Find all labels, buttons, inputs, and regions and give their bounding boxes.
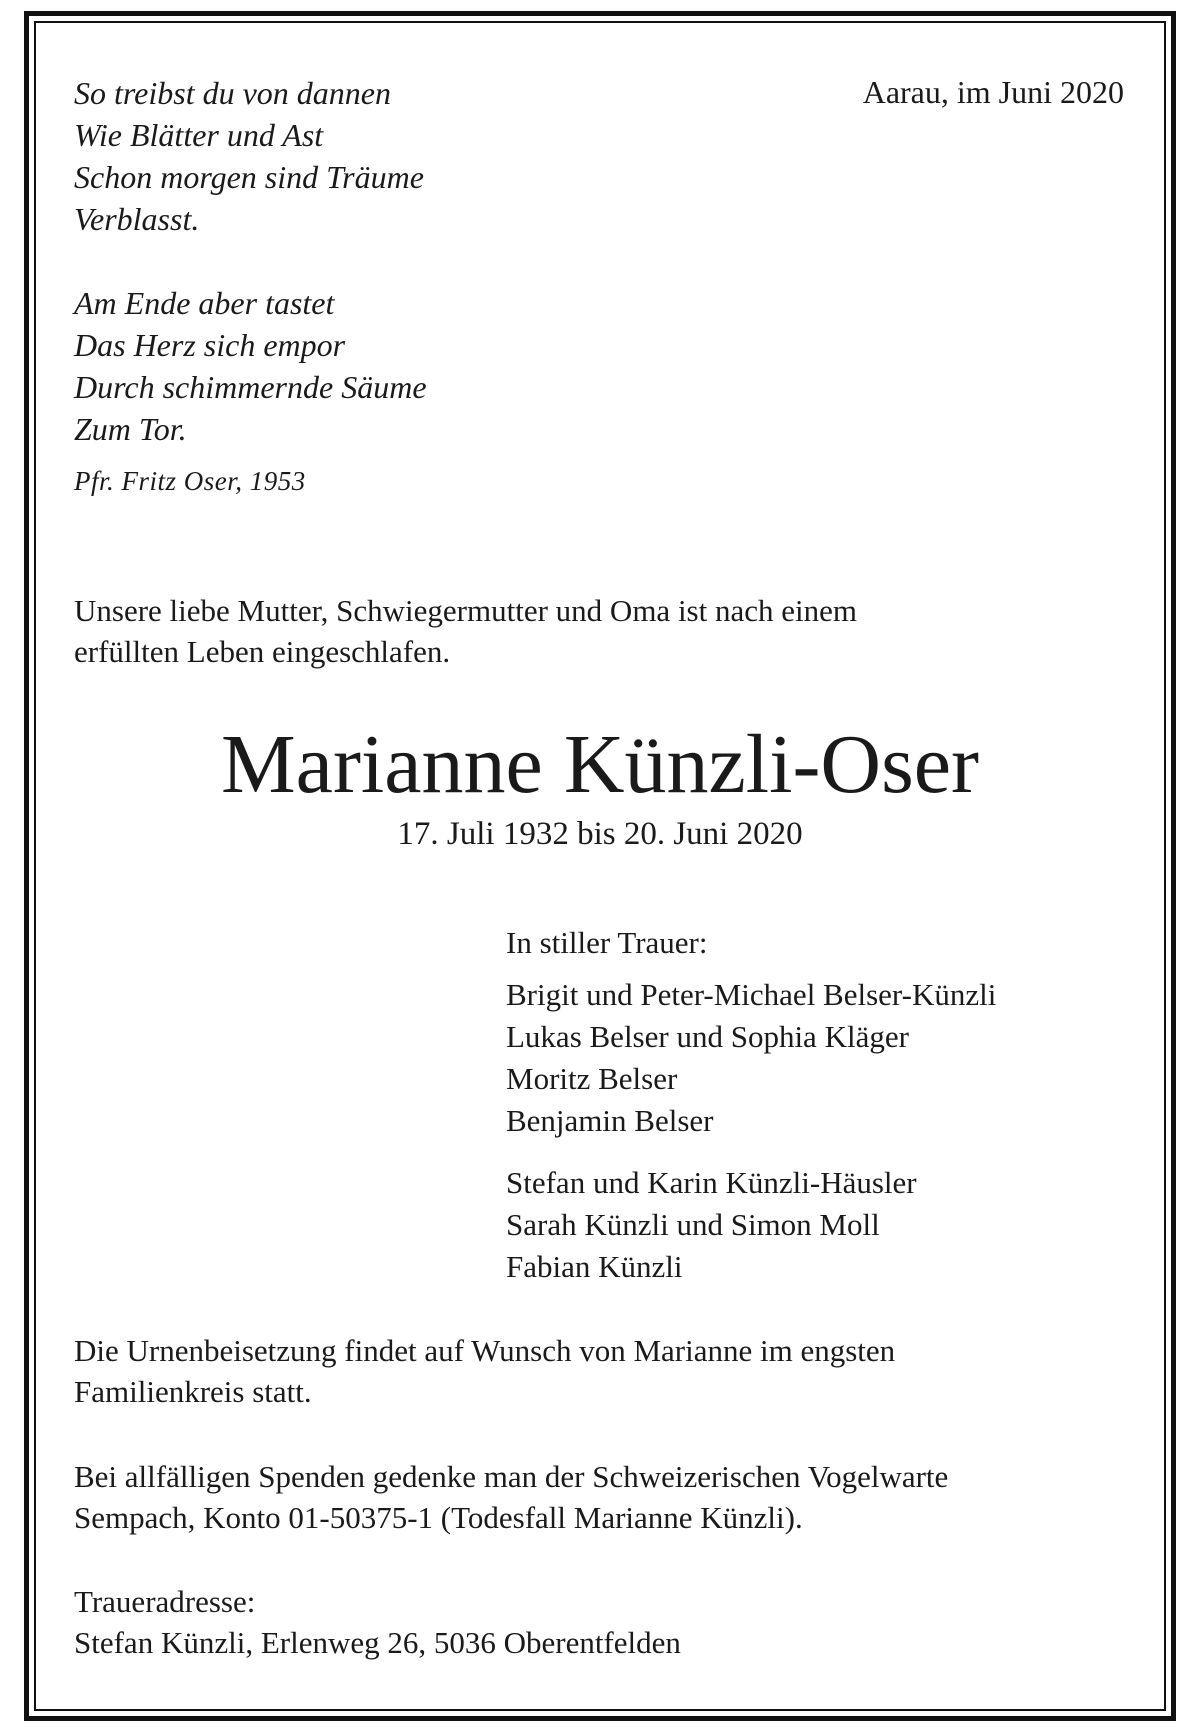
address-label: Traueradresse: bbox=[74, 1584, 256, 1619]
poem-line: Verblasst. bbox=[74, 201, 200, 237]
poem-line: Durch schimmernde Säume bbox=[74, 369, 427, 405]
mourners-heading: In stiller Trauer: bbox=[506, 925, 708, 960]
announcement-line: Unsere liebe Mutter, Schwiegermutter und Oma ist nach einem bbox=[74, 593, 857, 628]
deceased-name: Marianne Künzli-Oser bbox=[220, 718, 980, 811]
poem-line: Am Ende aber tastet bbox=[74, 285, 335, 321]
place-date: Aarau, im Juni 2020 bbox=[862, 74, 1124, 110]
poem-line: Das Herz sich empor bbox=[74, 327, 346, 363]
mourner-name: Benjamin Belser bbox=[506, 1103, 714, 1138]
donation-note-line: Bei allfälligen Spenden gedenke man der Schweizerischen Vogelwarte bbox=[74, 1459, 949, 1494]
poem-line: Schon morgen sind Träume bbox=[74, 159, 424, 195]
poem-line: Wie Blätter und Ast bbox=[74, 117, 324, 153]
mourner-name: Moritz Belser bbox=[506, 1061, 678, 1096]
address-value: Stefan Künzli, Erlenweg 26, 5036 Oberentfelden bbox=[74, 1625, 681, 1660]
mourner-name: Brigit und Peter-Michael Belser-Künzli bbox=[506, 977, 997, 1012]
mourner-name: Sarah Künzli und Simon Moll bbox=[506, 1207, 880, 1242]
mourner-name: Fabian Künzli bbox=[506, 1249, 683, 1284]
burial-note-line: Familienkreis statt. bbox=[74, 1374, 312, 1409]
mourner-name: Lukas Belser und Sophia Kläger bbox=[506, 1019, 909, 1054]
announcement-line: erfüllten Leben eingeschlafen. bbox=[74, 634, 451, 669]
donation-note-line: Sempach, Konto 01-50375-1 (Todesfall Marianne Künzli). bbox=[74, 1500, 803, 1535]
burial-note-line: Die Urnenbeisetzung findet auf Wunsch von Marianne im engsten bbox=[74, 1333, 896, 1368]
mourner-name: Stefan und Karin Künzli-Häusler bbox=[506, 1165, 917, 1200]
deceased-dates: 17. Juli 1932 bis 20. Juni 2020 bbox=[397, 816, 803, 852]
poem-line: Zum Tor. bbox=[74, 411, 187, 447]
poem-attribution: Pfr. Fritz Oser, 1953 bbox=[74, 466, 306, 496]
poem-line: So treibst du von dannen bbox=[74, 75, 391, 111]
